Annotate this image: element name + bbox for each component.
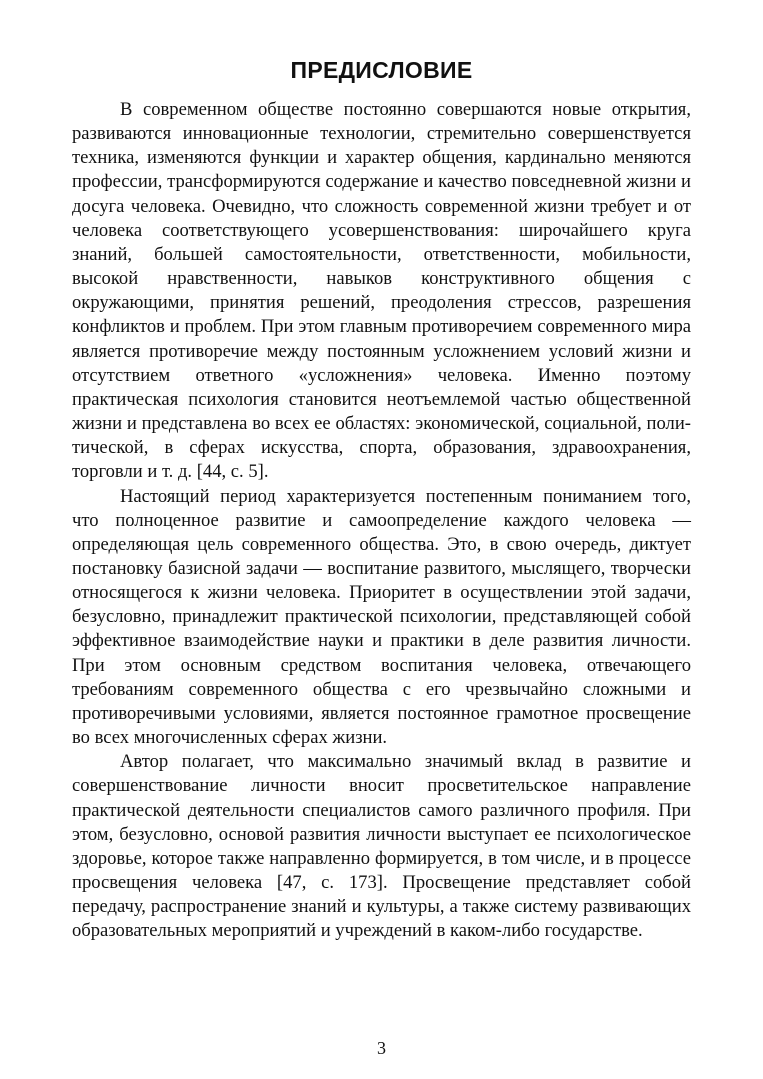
page-title: ПРЕДИСЛОВИЕ [290, 57, 473, 83]
paragraph-3: Автор полагает, что максимально значимый вклад в развитие и совершенствование личности вносит просветительское направление практической деятельности специалистов самого различного профиля. При этом, безусловно, основой развития личности выступает ее психологическое здоровье, которое также направленно формируется, в том числе, и в процессе просвещения человека [47, с. 173]. Просвещение представляет собой передачу, распространение знаний и культуры, а также систему развивающих образовательных мероприятий и учреждений в каком-либо государстве. [72, 751, 691, 942]
paragraph-1: В современном обществе постоянно совершаются новые открытия, развиваются инновационные технологии, стремительно совершенствуется техника, изменяются функции и характер общения, кардинально меняются профессии, трансформируются содержание и качество повседневной жизни и досуга человека. Очевидно, что сложность современной жизни требует и от человека соответствующего усовершенствования: широчайшего круга знаний, большей самостоятельности, ответственности, мобильности, высокой нравственности, навыков конструктивного общения с окружающими, принятия решений, преодоления стрессов, разрешения конфликтов и проблем. При этом главным противоречием современного мира является противоречие между постоянным усложнением условий жизни и отсутствием ответного «усложнения» человека. Именно поэтому практическая психология становится неотъемлемой частью общественной жизни и представлена во всех ее областях: экономической, социальной, политической, в сферах искусства, спорта, образования, здравоохранения, торговли и т. д. [44, с. 5]. [72, 99, 691, 483]
paragraph-2: Настоящий период характеризуется постепенным пониманием того, что полноценное развитие и самоопределение каждого человека — определяющая цель современного общества. Это, в свою очередь, диктует постановку базисной задачи — воспитание развитого, мыслящего, творчески относящегося к жизни человека. Приоритет в осуществлении этой задачи, безусловно, принадлежит практической психологии, представляющей собой эффективное взаимодействие науки и практики в деле развития личности. При этом основным средством воспитания человека, отвечающего требованиям современного общества с его чрезвычайно сложными и противоречивыми условиями, является постоянное грамотное просвещение во всех многочисленных сферах жизни. [72, 485, 691, 749]
page-number: 3 [377, 1038, 386, 1058]
